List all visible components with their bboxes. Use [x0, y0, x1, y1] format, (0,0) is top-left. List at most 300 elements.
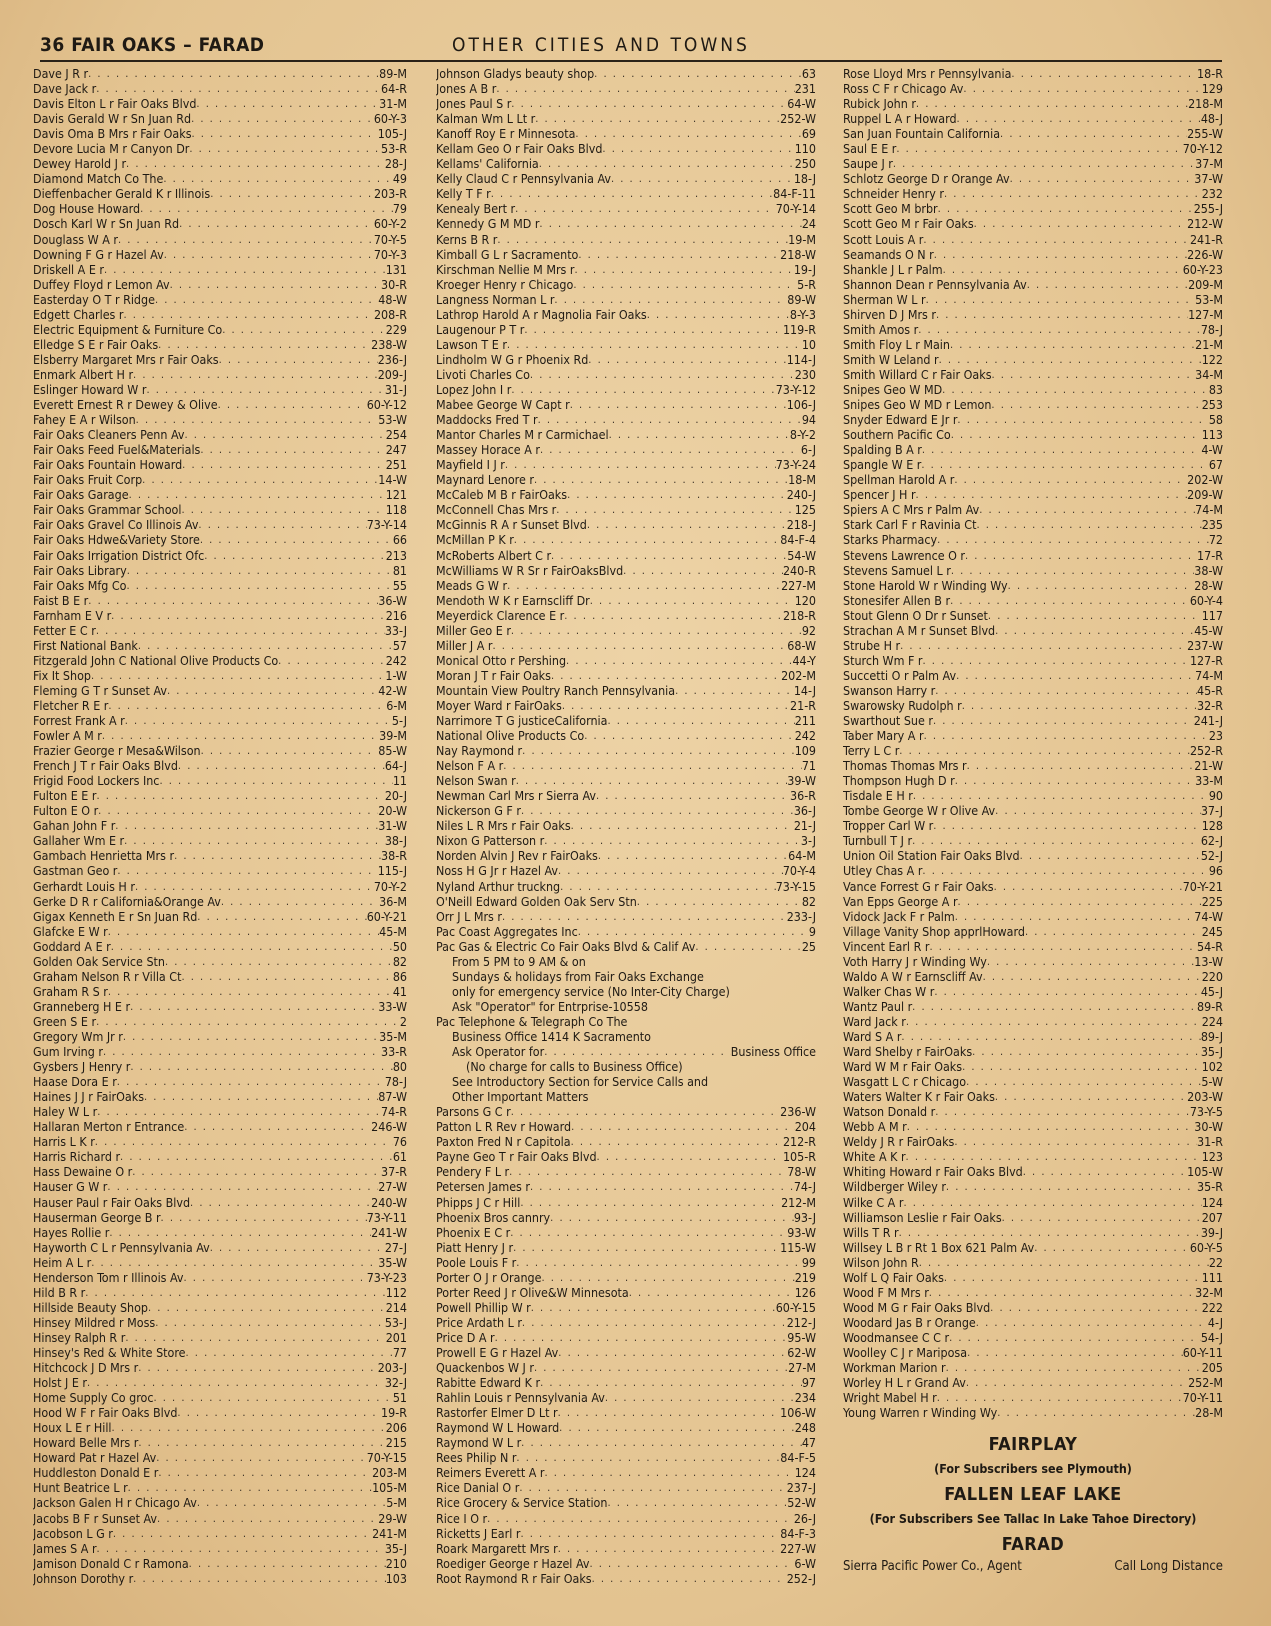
listing-number: 27-M — [788, 1360, 816, 1376]
listing-name: Sherman W L r — [843, 291, 926, 307]
listing-name: Enmark Albert H r — [33, 366, 134, 382]
leader-dots — [957, 111, 1201, 126]
listing-row — [436, 698, 816, 713]
listing-number: 47 — [801, 1435, 816, 1451]
leader-dots — [991, 397, 1201, 412]
leader-dots — [997, 1405, 1195, 1420]
listing-row — [843, 683, 1223, 698]
listing-name: Elledge S E r Fair Oaks — [33, 336, 159, 352]
listing-name: Smith Floy L r Main — [843, 336, 950, 352]
listing-row — [843, 1029, 1223, 1044]
leader-dots — [107, 1179, 378, 1194]
listing-row — [843, 1375, 1223, 1390]
leader-dots — [946, 1179, 1197, 1194]
listing-name: Davis Gerald W r Sn Juan Rd — [33, 111, 192, 127]
listing-name: Dave J R r — [33, 66, 89, 81]
listing-number: 212-W — [1187, 216, 1223, 232]
leader-dots — [88, 66, 379, 81]
listing-name: Fair Oaks Irrigation District Ofc — [33, 547, 205, 563]
listing-row — [33, 1104, 407, 1119]
listing-number: 78-J — [384, 1074, 407, 1090]
listing-name: Frigid Food Lockers Inc — [33, 773, 160, 789]
listing-name: Kelly T F r — [436, 186, 491, 202]
listing-name: Hayes Rollie r — [33, 1224, 110, 1240]
listing-number: 120 — [794, 592, 816, 608]
listing-number: 21-R — [790, 697, 816, 713]
listing-number: 42-W — [378, 682, 407, 698]
listing-name: Snipes Geo W MD — [843, 381, 943, 397]
listing-row — [843, 1195, 1223, 1210]
pactel-office: Business Office 1414 K Sacramento — [452, 1029, 651, 1044]
listing-number: 242 — [385, 652, 407, 668]
listing-number: 60-Y-11 — [1182, 1344, 1223, 1360]
listing-number: 231 — [794, 81, 816, 97]
listing-row — [33, 1450, 407, 1465]
leader-dots — [103, 1044, 381, 1059]
leader-dots — [893, 156, 1195, 171]
listing-name: Paxton Fred N r Capitola — [436, 1134, 571, 1150]
leader-dots — [91, 668, 385, 683]
listing-row — [33, 999, 407, 1014]
listing-number: 240-R — [782, 562, 816, 578]
leader-dots — [1002, 1210, 1202, 1225]
listing-name: Mountain View Poultry Ranch Pennsylvania — [436, 682, 676, 698]
listing-number: 45-J — [1200, 983, 1223, 999]
leader-dots — [197, 1495, 386, 1510]
listing-name: Granneberg H E r — [33, 998, 131, 1014]
listing-row — [33, 969, 407, 984]
leader-dots — [515, 201, 776, 216]
listing-name: Diamond Match Co The — [33, 171, 164, 187]
listing-name: Patton L R Rev r Howard — [436, 1119, 572, 1135]
listing-name: Livoti Charles Co — [436, 366, 530, 382]
listing-row — [436, 337, 816, 352]
listing-row — [436, 1149, 816, 1164]
listing-row — [436, 578, 816, 593]
listing-name: Miller Geo E r — [436, 622, 511, 638]
listing-name: Snyder Edward E Jr r — [843, 412, 958, 428]
listing-row — [33, 232, 407, 247]
listing-name: Waldo A W r Earnscliff Av — [843, 968, 983, 984]
listing-number: 240-W — [371, 1194, 407, 1210]
leader-dots — [551, 668, 781, 683]
listing-number: 21-M — [1195, 336, 1223, 352]
listing-number: 214 — [385, 1299, 407, 1315]
listing-name: Henderson Tom r Illinois Av — [33, 1269, 184, 1285]
listing-name: Langness Norman L r — [436, 291, 555, 307]
leader-dots — [921, 457, 1208, 472]
listing-name: Moyer Ward r FairOaks — [436, 697, 562, 713]
listing-row — [33, 337, 407, 352]
listing-name: Pac Gas & Electric Co Fair Oaks Blvd & Calif Av — [436, 938, 696, 954]
listing-name: Eslinger Howard W r — [33, 381, 147, 397]
leader-dots — [197, 909, 366, 924]
listing-name: Fair Oaks Gravel Co Illinois Av — [33, 517, 199, 533]
listing-number: 251 — [385, 457, 407, 473]
listing-name: Rubick John r — [843, 96, 916, 112]
leader-dots — [200, 442, 385, 457]
leader-dots — [550, 1210, 794, 1225]
listing-number: 70-Y-4 — [782, 863, 816, 879]
listing-name: Fair Oaks Library — [33, 562, 127, 578]
leader-dots — [540, 1375, 802, 1390]
listing-row — [843, 1134, 1223, 1149]
listing-number: 90 — [1208, 788, 1223, 804]
listing-name: Gastman Geo r — [33, 863, 118, 879]
leader-dots — [511, 1104, 780, 1119]
listing-row — [33, 1225, 407, 1240]
column-3 — [843, 66, 1223, 1574]
listing-name: Williamson Leslie r Fair Oaks — [843, 1209, 1002, 1225]
listing-number: 117 — [1201, 607, 1223, 623]
listing-row — [843, 1014, 1223, 1029]
listing-number: 53-J — [384, 1314, 407, 1330]
listing-name: Pendery F L r — [436, 1164, 510, 1180]
listing-number: 205 — [1201, 1360, 1223, 1376]
listing-row — [436, 367, 816, 382]
listing-name: Haase Dora E r — [33, 1074, 117, 1090]
leader-dots — [967, 1345, 1183, 1360]
listing-name: Hass Dewaine O r — [33, 1164, 133, 1180]
fairplay-title: FAIRPLAY — [988, 1434, 1078, 1456]
listing-number: 60-Y-2 — [373, 216, 407, 232]
leader-dots — [516, 1255, 802, 1270]
fallen-leaf-note: (For Subscribers See Tallac In Lake Tahoe Directory) — [869, 1511, 1197, 1527]
listing-name: Hinsey Mildred r Moss — [33, 1314, 156, 1330]
listing-number: 28-M — [1195, 1405, 1223, 1421]
leader-dots — [539, 156, 795, 171]
leader-dots — [184, 427, 385, 442]
leader-dots — [922, 442, 1201, 457]
listing-row — [436, 1480, 816, 1495]
listing-row — [843, 487, 1223, 502]
leader-dots — [201, 743, 379, 758]
listing-row — [33, 1300, 407, 1315]
listing-row — [33, 472, 407, 487]
listing-row — [33, 96, 407, 111]
listing-row — [436, 532, 816, 547]
listing-name: Succetti O r Palm Av — [843, 667, 957, 683]
listing-row — [436, 487, 816, 502]
listing-number: 45-R — [1197, 682, 1223, 698]
leader-dots — [906, 1014, 1202, 1029]
leader-dots — [509, 1164, 787, 1179]
listing-row — [33, 758, 407, 773]
listing-row — [33, 111, 407, 126]
leader-dots — [567, 487, 787, 502]
listing-row — [436, 548, 816, 563]
listing-row — [33, 1315, 407, 1330]
listing-row — [843, 1240, 1223, 1255]
listing-name: O'Neill Edward Golden Oak Serv Stn — [436, 893, 637, 909]
listing-number: 222 — [1201, 1299, 1223, 1315]
listing-number: 35-J — [1200, 1044, 1223, 1060]
listing-row — [33, 1405, 407, 1420]
listing-name: Stark Carl F r Ravinia Ct — [843, 517, 977, 533]
listing-name: Fair Oaks Hdwe&Variety Store — [33, 532, 200, 548]
leader-dots — [900, 638, 1187, 653]
leader-dots — [96, 1014, 400, 1029]
leader-dots — [87, 1375, 385, 1390]
leader-dots — [148, 1300, 386, 1315]
listing-row — [843, 1390, 1223, 1405]
leader-dots — [155, 292, 378, 307]
leader-dots — [196, 96, 379, 111]
leader-dots — [522, 743, 795, 758]
listing-number: 35-M — [379, 1029, 407, 1044]
listing-number: 18-M — [788, 472, 816, 488]
listing-row — [436, 1315, 816, 1330]
listing-name: Van Epps George A r — [843, 893, 958, 909]
listing-name: Haines J J r FairOaks — [33, 1089, 145, 1105]
leader-dots — [184, 1119, 371, 1134]
listing-number: 89-W — [787, 291, 816, 307]
listing-name: Johnson Dorothy r — [33, 1570, 134, 1586]
listing-name: Haley W L r — [33, 1104, 98, 1120]
leader-dots — [219, 352, 378, 367]
leader-dots — [181, 502, 385, 517]
listing-row — [436, 1225, 816, 1240]
listing-row — [436, 1526, 816, 1541]
listing-row — [33, 1526, 407, 1541]
listing-number: 45-M — [379, 923, 407, 939]
listing-row — [843, 894, 1223, 909]
leader-dots — [903, 1195, 1201, 1210]
listing-row — [436, 593, 816, 608]
listing-row — [843, 1315, 1223, 1330]
listing-name: Hauser G W r — [33, 1179, 108, 1195]
listing-name: Stonesifer Allen B r — [843, 592, 951, 608]
listing-name: Nixon G Patterson r — [436, 833, 545, 849]
leader-dots — [611, 171, 794, 186]
listing-number: 73-Y-5 — [1189, 1104, 1223, 1120]
leader-dots — [153, 1390, 392, 1405]
leader-dots — [607, 713, 794, 728]
leader-dots — [963, 81, 1201, 96]
listing-name: Scott Louis A r — [843, 231, 924, 247]
leader-dots — [108, 984, 393, 999]
leader-dots — [108, 698, 386, 713]
listing-name: Stevens Samuel L r — [843, 562, 951, 578]
listing-number: 54-R — [1197, 938, 1223, 954]
listing-number: 106-W — [780, 1405, 816, 1421]
leader-dots — [492, 638, 787, 653]
listing-number: 70-Y-12 — [1182, 141, 1223, 157]
leader-dots — [966, 1074, 1201, 1089]
listing-number: 62-J — [1200, 833, 1223, 849]
listing-number: 241-J — [1193, 713, 1223, 729]
listing-number: 34-M — [1195, 366, 1223, 382]
listing-name: Rahlin Louis r Pennsylvania Av — [436, 1390, 605, 1406]
leader-dots — [943, 262, 1183, 277]
listing-row — [843, 623, 1223, 638]
listing-row — [843, 1225, 1223, 1240]
listing-name: Woodard Jas B r Orange — [843, 1314, 976, 1330]
listing-number: 50 — [392, 938, 407, 954]
listing-name: Saul E E r — [843, 141, 897, 157]
listing-name: McWilliams W R Sr r FairOaksBlvd — [436, 562, 624, 578]
leader-dots — [995, 803, 1201, 818]
listing-name: Schlotz George D r Orange Av — [843, 171, 1010, 187]
listing-name: Tisdale E H r — [843, 788, 913, 804]
leader-dots — [609, 427, 790, 442]
listing-number: 53-M — [1195, 291, 1223, 307]
listing-number: 33-J — [384, 622, 407, 638]
listing-number: 255-J — [1193, 201, 1223, 217]
leader-dots — [556, 502, 794, 517]
listing-number: 44-Y — [792, 652, 816, 668]
listing-row — [33, 1195, 407, 1210]
listing-row — [436, 1210, 816, 1225]
listing-name: Gysbers J Henry r — [33, 1059, 131, 1075]
leader-dots — [144, 1089, 378, 1104]
listing-row — [436, 668, 816, 683]
listing-row — [33, 924, 407, 939]
leader-dots — [133, 1571, 386, 1586]
listing-row — [843, 1149, 1223, 1164]
listing-number: 112 — [385, 1284, 407, 1300]
listing-row — [436, 442, 816, 457]
leader-dots — [491, 186, 773, 201]
listing-number: 11 — [392, 773, 407, 789]
listing-name: Massey Horace A r — [436, 442, 540, 458]
listing-name: Saupe J r — [843, 156, 893, 172]
listing-number: 204 — [794, 1119, 816, 1135]
listing-row — [436, 186, 816, 201]
leader-dots — [210, 186, 374, 201]
listing-name: Wills T R r — [843, 1224, 899, 1240]
leader-dots — [929, 939, 1197, 954]
listing-number: 219 — [794, 1269, 816, 1285]
leader-dots — [623, 563, 783, 578]
listing-number: 106-J — [786, 397, 816, 413]
listing-number: 208-R — [373, 306, 407, 322]
leader-dots — [190, 1195, 371, 1210]
listing-number: 232 — [1201, 186, 1223, 202]
leader-dots — [96, 788, 384, 803]
listing-row — [436, 833, 816, 848]
listing-number: 115-J — [377, 863, 407, 879]
listing-name: Houx L E r Hill — [33, 1420, 112, 1436]
listing-number: 236-J — [377, 351, 407, 367]
listing-name: Wilson John R — [843, 1254, 919, 1270]
listing-name: Weldy J R r FairOaks — [843, 1134, 955, 1150]
listing-name: Forrest Frank A r — [33, 713, 125, 729]
leader-dots — [155, 1315, 385, 1330]
listing-name: Fleming G T r Sunset Av — [33, 682, 167, 698]
leader-dots — [115, 818, 378, 833]
listing-number: 246-W — [371, 1119, 407, 1135]
listing-number: 33-M — [1195, 773, 1223, 789]
listing-number: 80 — [392, 1059, 407, 1075]
farad-agent: Sierra Pacific Power Co., Agent — [843, 1559, 1022, 1575]
listing-number: 64-W — [787, 96, 816, 112]
listing-row — [436, 517, 816, 532]
listing-number: 37-W — [1194, 171, 1223, 187]
listing-number: 36-W — [378, 592, 407, 608]
listing-row — [33, 81, 407, 96]
listing-number: 238-W — [371, 336, 407, 352]
leader-dots — [912, 833, 1201, 848]
listing-row — [843, 1074, 1223, 1089]
listing-row — [436, 1270, 816, 1285]
leader-dots — [1034, 1240, 1190, 1255]
leader-dots — [951, 563, 1194, 578]
listing-name: Southern Pacific Co — [843, 427, 951, 443]
listing-number: 113 — [1201, 427, 1223, 443]
leader-dots — [136, 412, 379, 427]
leader-dots — [596, 788, 790, 803]
listing-row — [33, 216, 407, 231]
listing-row — [843, 848, 1223, 863]
listing-row — [33, 1541, 407, 1556]
leader-dots — [120, 1149, 393, 1164]
listing-number: 203-J — [377, 1360, 407, 1376]
leader-dots — [578, 924, 809, 939]
leader-dots — [118, 232, 374, 247]
listing-name: Ross C F r Chicago Av — [843, 81, 964, 97]
leader-dots — [540, 442, 801, 457]
leader-dots — [1023, 1164, 1187, 1179]
listing-number: 89-R — [1197, 998, 1223, 1014]
leader-dots — [178, 758, 385, 773]
listing-number: 105-M — [372, 1480, 407, 1496]
listing-name: Wolf L Q Fair Oaks — [843, 1269, 944, 1285]
listing-name: Ward W M r Fair Oaks — [843, 1059, 963, 1075]
leader-dots — [503, 758, 802, 773]
listing-number: 26-J — [793, 1510, 816, 1526]
listing-row — [33, 367, 407, 382]
listing-name: Nelson Swan r — [436, 773, 516, 789]
leader-dots — [95, 1134, 393, 1149]
listing-row — [33, 1511, 407, 1526]
leader-dots — [189, 1556, 386, 1571]
listing-number: 49 — [392, 171, 407, 187]
leader-dots — [995, 623, 1194, 638]
listing-row — [33, 1495, 407, 1510]
listing-name: Spangle W E r — [843, 457, 922, 473]
leader-dots — [899, 1225, 1201, 1240]
leader-dots — [934, 247, 1187, 262]
listing-name: Payne Geo T r Fair Oaks Blvd — [436, 1149, 597, 1165]
listing-name: Village Vanity Shop apprlHoward — [843, 923, 1025, 939]
listing-name: Hinsey's Red & White Store — [33, 1344, 186, 1360]
listing-row — [33, 848, 407, 863]
pactel-ask-label: Ask Operator for — [452, 1044, 545, 1060]
listing-name: Stout Glenn O Dr r Sunset — [843, 607, 988, 623]
listing-number: 31-M — [379, 96, 407, 112]
leader-dots — [901, 1029, 1200, 1044]
listing-row — [436, 292, 816, 307]
leader-dots — [521, 1435, 802, 1450]
listing-row — [33, 563, 407, 578]
listing-row — [843, 1089, 1223, 1104]
listing-number: 52-J — [1200, 848, 1223, 864]
listing-name: Wasgatt L C r Chicago — [843, 1074, 967, 1090]
leader-dots — [637, 894, 802, 909]
listing-row — [843, 517, 1223, 532]
leader-dots — [112, 1420, 386, 1435]
listing-name: Prowell E G r Hazel Av — [436, 1344, 559, 1360]
leader-dots — [594, 66, 802, 81]
listing-number: 31-R — [1197, 1134, 1223, 1150]
leader-dots — [184, 1270, 367, 1285]
pactel-see: See Introductory Section for Service Calls and — [452, 1074, 709, 1090]
leader-dots — [598, 848, 788, 863]
listing-row — [843, 939, 1223, 954]
listing-row — [436, 262, 816, 277]
listing-number: 60-Y-12 — [366, 397, 407, 413]
